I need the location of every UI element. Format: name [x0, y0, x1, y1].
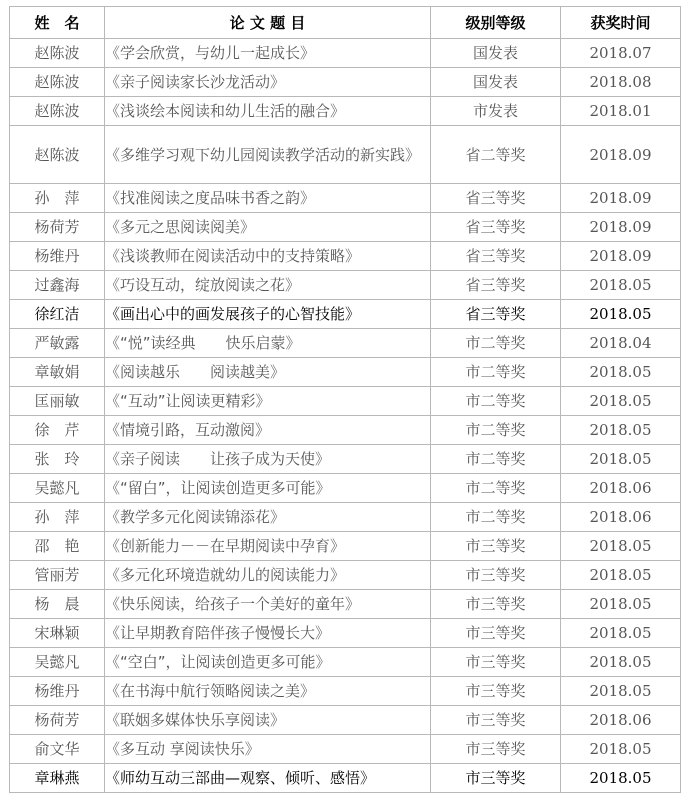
title-cell: 《在书海中航行领略阅读之美》	[105, 677, 431, 706]
title-cell: 《找准阅读之度品味书香之韵》	[105, 184, 431, 213]
name-cell: 杨荷芳	[10, 213, 105, 242]
date-cell: 2018.08	[561, 68, 681, 97]
name-cell: 张 玲	[10, 445, 105, 474]
table-row	[10, 619, 681, 648]
table-row	[10, 416, 681, 445]
name-cell: 严敏露	[10, 329, 105, 358]
date-cell: 2018.05	[561, 648, 681, 677]
title-cell: 《师幼互动三部曲—观察、倾听、感悟》	[105, 764, 431, 793]
level-cell: 市发表	[431, 97, 561, 126]
table-row	[10, 329, 681, 358]
level-cell: 市三等奖	[431, 590, 561, 619]
name-cell: 杨维丹	[10, 242, 105, 271]
title-cell: 《亲子阅读家长沙龙活动》	[105, 68, 431, 97]
name-cell: 吴懿凡	[10, 648, 105, 677]
name-cell: 赵陈波	[10, 97, 105, 126]
level-cell: 市三等奖	[431, 764, 561, 793]
title-cell: 《阅读越乐 阅读越美》	[105, 358, 431, 387]
table-row	[10, 184, 681, 213]
date-cell: 2018.09	[561, 184, 681, 213]
header-date: 获奖时间	[561, 7, 681, 39]
title-cell: 《让早期教育陪伴孩子慢慢长大》	[105, 619, 431, 648]
level-cell: 市二等奖	[431, 329, 561, 358]
level-cell: 市三等奖	[431, 735, 561, 764]
title-cell: 《快乐阅读，给孩子一个美好的童年》	[105, 590, 431, 619]
level-cell: 省三等奖	[431, 213, 561, 242]
name-cell: 杨维丹	[10, 677, 105, 706]
level-cell: 市二等奖	[431, 445, 561, 474]
table-row	[10, 39, 681, 68]
level-cell: 国发表	[431, 39, 561, 68]
title-cell: 《“留白”，让阅读创造更多可能》	[105, 474, 431, 503]
name-cell: 赵陈波	[10, 39, 105, 68]
title-cell: 《教学多元化阅读锦添花》	[105, 503, 431, 532]
name-cell: 徐红洁	[10, 300, 105, 329]
date-cell: 2018.05	[561, 677, 681, 706]
name-cell: 俞文华	[10, 735, 105, 764]
table-row	[10, 474, 681, 503]
level-cell: 市三等奖	[431, 619, 561, 648]
level-cell: 市二等奖	[431, 474, 561, 503]
title-cell: 《浅谈教师在阅读活动中的支持策略》	[105, 242, 431, 271]
table-row	[10, 300, 681, 329]
table-row	[10, 97, 681, 126]
header-title: 论 文 题 目	[105, 7, 431, 39]
table-row	[10, 126, 681, 184]
date-cell: 2018.07	[561, 39, 681, 68]
date-cell: 2018.05	[561, 387, 681, 416]
date-cell: 2018.05	[561, 532, 681, 561]
level-cell: 市二等奖	[431, 387, 561, 416]
level-cell: 市三等奖	[431, 648, 561, 677]
name-cell: 章琳燕	[10, 764, 105, 793]
level-cell: 省三等奖	[431, 184, 561, 213]
title-cell: 《巧设互动，绽放阅读之花》	[105, 271, 431, 300]
title-cell: 《情境引路，互动激阅》	[105, 416, 431, 445]
title-cell: 《“悦”读经典 快乐启蒙》	[105, 329, 431, 358]
header-level: 级别等级	[431, 7, 561, 39]
table-row	[10, 503, 681, 532]
table-row	[10, 590, 681, 619]
table-row	[10, 532, 681, 561]
name-cell: 吴懿凡	[10, 474, 105, 503]
title-cell: 《多元化环境造就幼儿的阅读能力》	[105, 561, 431, 590]
date-cell: 2018.05	[561, 619, 681, 648]
date-cell: 2018.04	[561, 329, 681, 358]
table-row	[10, 561, 681, 590]
title-cell: 《创新能力－－在早期阅读中孕育》	[105, 532, 431, 561]
level-cell: 市三等奖	[431, 706, 561, 735]
level-cell: 市二等奖	[431, 358, 561, 387]
title-cell: 《多元之思阅读阅美》	[105, 213, 431, 242]
awards-table	[9, 6, 681, 793]
title-cell: 《联姻多媒体快乐享阅读》	[105, 706, 431, 735]
header-row	[10, 7, 681, 39]
date-cell: 2018.05	[561, 416, 681, 445]
name-cell: 孙 萍	[10, 184, 105, 213]
level-cell: 国发表	[431, 68, 561, 97]
header-name: 姓 名	[10, 7, 105, 39]
date-cell: 2018.06	[561, 503, 681, 532]
date-cell: 2018.06	[561, 474, 681, 503]
title-cell: 《画出心中的画发展孩子的心智技能》	[105, 300, 431, 329]
level-cell: 市二等奖	[431, 503, 561, 532]
name-cell: 邵 艳	[10, 532, 105, 561]
date-cell: 2018.05	[561, 271, 681, 300]
level-cell: 省三等奖	[431, 300, 561, 329]
table-row	[10, 68, 681, 97]
table-row	[10, 387, 681, 416]
name-cell: 过鑫海	[10, 271, 105, 300]
date-cell: 2018.05	[561, 445, 681, 474]
table-row	[10, 706, 681, 735]
date-cell: 2018.09	[561, 213, 681, 242]
table-row	[10, 213, 681, 242]
title-cell: 《学会欣赏，与幼儿一起成长》	[105, 39, 431, 68]
name-cell: 管丽芳	[10, 561, 105, 590]
title-cell: 《浅谈绘本阅读和幼儿生活的融合》	[105, 97, 431, 126]
level-cell: 市三等奖	[431, 532, 561, 561]
date-cell: 2018.05	[561, 561, 681, 590]
name-cell: 徐 芹	[10, 416, 105, 445]
date-cell: 2018.05	[561, 358, 681, 387]
date-cell: 2018.09	[561, 126, 681, 184]
title-cell: 《“互动”让阅读更精彩》	[105, 387, 431, 416]
name-cell: 赵陈波	[10, 126, 105, 184]
title-cell: 《“空白”，让阅读创造更多可能》	[105, 648, 431, 677]
name-cell: 赵陈波	[10, 68, 105, 97]
level-cell: 市三等奖	[431, 677, 561, 706]
date-cell: 2018.06	[561, 706, 681, 735]
table-row	[10, 242, 681, 271]
table-row	[10, 735, 681, 764]
table-row	[10, 677, 681, 706]
title-cell: 《多互动 享阅读快乐》	[105, 735, 431, 764]
level-cell: 省三等奖	[431, 271, 561, 300]
name-cell: 宋琳颖	[10, 619, 105, 648]
date-cell: 2018.05	[561, 735, 681, 764]
table-row	[10, 445, 681, 474]
title-cell: 《亲子阅读 让孩子成为天使》	[105, 445, 431, 474]
level-cell: 省三等奖	[431, 242, 561, 271]
level-cell: 市二等奖	[431, 416, 561, 445]
level-cell: 省二等奖	[431, 126, 561, 184]
name-cell: 孙 萍	[10, 503, 105, 532]
date-cell: 2018.05	[561, 300, 681, 329]
table-row	[10, 764, 681, 793]
date-cell: 2018.09	[561, 242, 681, 271]
date-cell: 2018.05	[561, 590, 681, 619]
name-cell: 杨 晨	[10, 590, 105, 619]
name-cell: 章敏娟	[10, 358, 105, 387]
date-cell: 2018.01	[561, 97, 681, 126]
table-row	[10, 271, 681, 300]
table-row	[10, 358, 681, 387]
date-cell: 2018.05	[561, 764, 681, 793]
table-row	[10, 648, 681, 677]
name-cell: 匡丽敏	[10, 387, 105, 416]
title-cell: 《多维学习观下幼儿园阅读教学活动的新实践》	[105, 126, 431, 184]
level-cell: 市三等奖	[431, 561, 561, 590]
name-cell: 杨荷芳	[10, 706, 105, 735]
